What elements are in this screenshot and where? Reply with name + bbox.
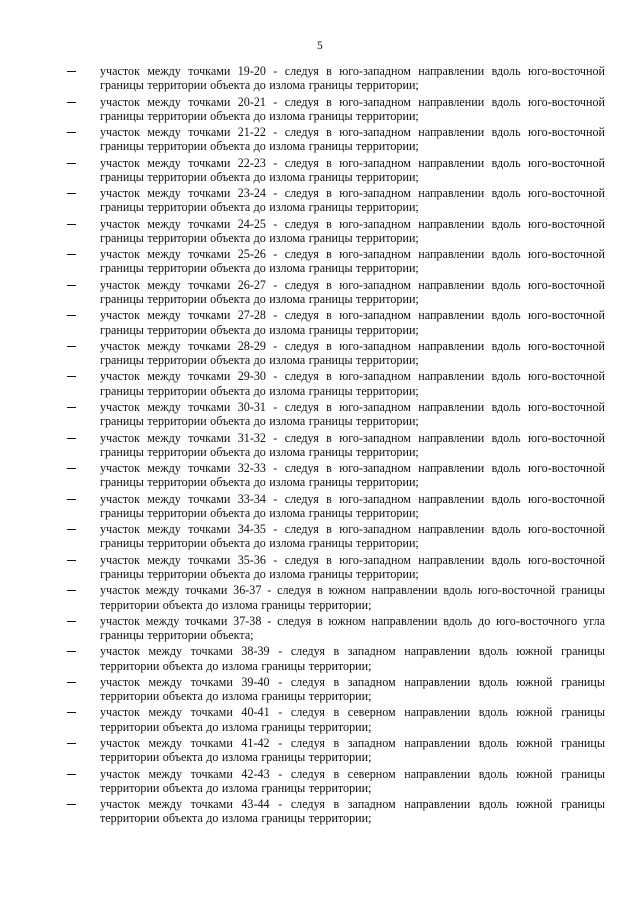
list-item-text: участок между точками 40-41 - следуя в северном направлении вдоль южной границы территории объекта до излома границы территории; xyxy=(100,705,605,734)
dash-bullet xyxy=(67,529,76,530)
list-item-text: участок между точками 25-26 - следуя в юго-западном направлении вдоль юго-восточной границы территории объекта до излома границы территории; xyxy=(100,247,605,276)
dash-bullet xyxy=(67,682,76,683)
list-item-text: участок между точками 27-28 - следуя в юго-западном направлении вдоль юго-восточной границы территории объекта до излома границы территории; xyxy=(100,308,605,337)
list-item xyxy=(0,734,640,765)
list-item-text: участок между точками 30-31 - следуя в юго-западном направлении вдоль юго-восточной границы территории объекта до излома границы территории; xyxy=(100,400,605,429)
boundary-segment-list xyxy=(0,62,640,826)
list-item-text: участок между точками 23-24 - следуя в юго-западном направлении вдоль юго-восточной границы территории объекта до излома границы территории; xyxy=(100,186,605,215)
list-item xyxy=(0,795,640,826)
list-item-text: участок между точками 41-42 - следуя в западном направлении вдоль южной границы территории объекта до излома границы территории; xyxy=(100,736,605,765)
list-item-text: участок между точками 43-44 - следуя в западном направлении вдоль южной границы территории объекта до излома границы территории; xyxy=(100,797,605,826)
list-item xyxy=(0,123,640,154)
list-item xyxy=(0,703,640,734)
list-item xyxy=(0,154,640,185)
list-item-text: участок между точками 29-30 - следуя в юго-западном направлении вдоль юго-восточной границы территории объекта до излома границы территории; xyxy=(100,369,605,398)
dash-bullet xyxy=(67,621,76,622)
dash-bullet xyxy=(67,407,76,408)
dash-bullet xyxy=(67,774,76,775)
list-item xyxy=(0,93,640,124)
list-item xyxy=(0,306,640,337)
dash-bullet xyxy=(67,712,76,713)
list-item xyxy=(0,642,640,673)
list-item-text: участок между точками 24-25 - следуя в юго-западном направлении вдоль юго-восточной границы территории объекта до излома границы территории; xyxy=(100,216,605,245)
list-item-text: участок между точками 34-35 - следуя в юго-западном направлении вдоль юго-восточной границы территории объекта до излома границы территории; xyxy=(100,522,605,551)
list-item-text: участок между точками 42-43 - следуя в северном направлении вдоль южной границы территории объекта до излома границы территории; xyxy=(100,766,605,795)
dash-bullet xyxy=(67,224,76,225)
list-item-text: участок между точками 37-38 - следуя в южном направлении вдоль до юго-восточного угла границы территории объекта; xyxy=(100,613,605,643)
list-item xyxy=(0,367,640,398)
list-item xyxy=(0,459,640,490)
dash-bullet xyxy=(67,71,76,72)
list-item xyxy=(0,184,640,215)
list-item xyxy=(0,276,640,307)
dash-bullet xyxy=(67,163,76,164)
list-item-text: участок между точками 22-23 - следуя в юго-западном направлении вдоль юго-восточной границы территории объекта до излома границы территории; xyxy=(100,155,605,184)
dash-bullet xyxy=(67,651,76,652)
list-item-text: участок между точками 21-22 - следуя в юго-западном направлении вдоль юго-восточной границы территории объекта до излома границы территории; xyxy=(100,125,605,154)
dash-bullet xyxy=(67,102,76,103)
list-item-text: участок между точками 36-37 - следуя в южном направлении вдоль юго-восточной границы территории объекта до излома границы территории; xyxy=(100,583,605,612)
list-item xyxy=(0,490,640,521)
list-item-text: участок между точками 26-27 - следуя в юго-западном направлении вдоль юго-восточной границы территории объекта до излома границы территории; xyxy=(100,277,605,307)
list-item-text: участок между точками 28-29 - следуя в юго-западном направлении вдоль юго-восточной границы территории объекта до излома границы территории; xyxy=(100,338,605,368)
dash-bullet xyxy=(67,438,76,439)
list-item xyxy=(0,673,640,704)
list-item xyxy=(0,62,640,93)
dash-bullet xyxy=(67,376,76,377)
dash-bullet xyxy=(67,560,76,561)
list-item xyxy=(0,337,640,368)
dash-bullet xyxy=(67,590,76,591)
list-item xyxy=(0,612,640,643)
list-item xyxy=(0,429,640,460)
dash-bullet xyxy=(67,132,76,133)
list-item xyxy=(0,551,640,582)
list-item-text: участок между точками 20-21 - следуя в юго-западном направлении вдоль юго-восточной границы территории объекта до излома границы территории; xyxy=(100,94,605,123)
list-item-text: участок между точками 19-20 - следуя в юго-западном направлении вдоль юго-восточной границы территории объекта до излома границы территории; xyxy=(100,64,605,93)
list-item xyxy=(0,520,640,551)
list-item xyxy=(0,245,640,276)
dash-bullet xyxy=(67,743,76,744)
list-item-text: участок между точками 39-40 - следуя в западном направлении вдоль южной границы территории объекта до излома границы территории; xyxy=(100,674,605,704)
list-item-text: участок между точками 38-39 - следуя в западном направлении вдоль южной границы территории объекта до излома границы территории; xyxy=(100,644,605,673)
list-item xyxy=(0,398,640,429)
dash-bullet xyxy=(67,193,76,194)
dash-bullet xyxy=(67,499,76,500)
dash-bullet xyxy=(67,254,76,255)
list-item-text: участок между точками 32-33 - следуя в юго-западном направлении вдоль юго-восточной границы территории объекта до излома границы территории; xyxy=(100,461,605,490)
list-item xyxy=(0,581,640,612)
list-item-text: участок между точками 33-34 - следуя в юго-западном направлении вдоль юго-восточной границы территории объекта до излома границы территории; xyxy=(100,491,605,520)
list-item xyxy=(0,215,640,246)
list-item xyxy=(0,765,640,796)
list-item-text: участок между точками 35-36 - следуя в юго-западном направлении вдоль юго-восточной границы территории объекта до излома границы территории; xyxy=(100,552,605,581)
dash-bullet xyxy=(67,346,76,347)
dash-bullet xyxy=(67,804,76,805)
dash-bullet xyxy=(67,285,76,286)
dash-bullet xyxy=(67,315,76,316)
page-number: 5 xyxy=(317,40,323,52)
list-item-text: участок между точками 31-32 - следуя в юго-западном направлении вдоль юго-восточной границы территории объекта до излома границы территории; xyxy=(100,430,605,459)
dash-bullet xyxy=(67,468,76,469)
